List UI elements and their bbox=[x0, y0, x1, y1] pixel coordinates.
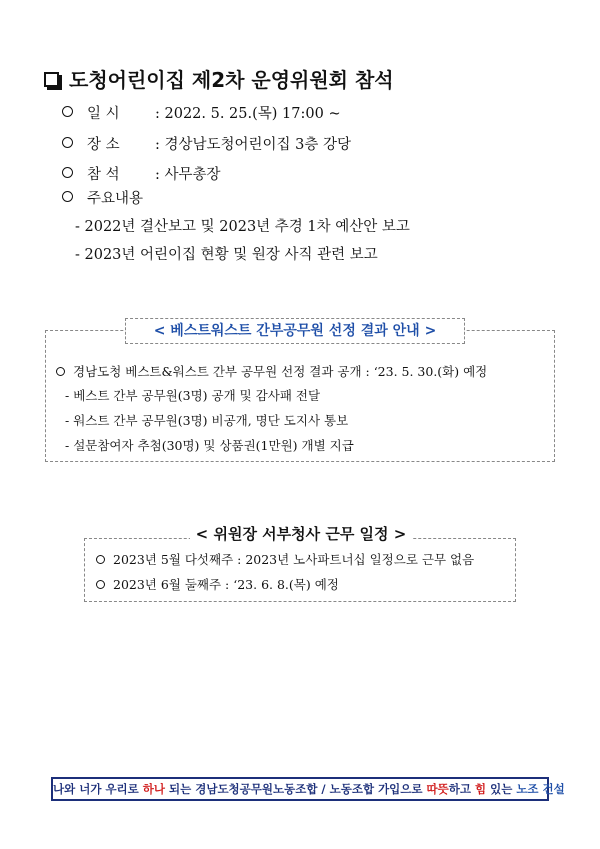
schedule-item-text: 2023년 5월 다섯째주 : 2023년 노사파트너십 일정으로 근무 없음 bbox=[113, 552, 475, 567]
detail-main-content bbox=[62, 187, 143, 208]
section-title-text: 도청어린이집 제2차 운영위원회 참석 bbox=[69, 68, 394, 92]
footer-highlight: 노조 건설 bbox=[516, 782, 565, 796]
detail-label: 장 소 bbox=[87, 137, 120, 153]
circle-bullet-icon bbox=[62, 191, 73, 202]
circle-bullet-icon bbox=[62, 106, 73, 117]
detail-value: : 경상남도청어린이집 3층 강당 bbox=[155, 137, 352, 153]
detail-label: 주요내용 bbox=[87, 191, 144, 207]
schedule-item bbox=[96, 550, 474, 568]
detail-value: : 2022. 5. 25.(목) 17:00 ~ bbox=[155, 106, 341, 122]
footer-text: 있는 bbox=[486, 782, 517, 796]
detail-attendee bbox=[62, 163, 221, 184]
circle-bullet-icon bbox=[62, 167, 73, 178]
footer-text: 하고 bbox=[448, 782, 475, 796]
circle-bullet-icon bbox=[62, 137, 73, 148]
footer-highlight: 힘 bbox=[474, 782, 487, 796]
notice-item: - 설문참여자 추첨(30명) 및 상품권(1만원) 개별 지급 bbox=[65, 438, 354, 453]
notice-main-text: 경남도청 베스트&워스트 간부 공무원 선정 결과 공개 : ‘23. 5. 30.(화) 예정 bbox=[73, 364, 488, 379]
circle-bullet-icon bbox=[56, 367, 65, 376]
footer-slogan bbox=[51, 777, 565, 801]
agenda-item: - 2023년 어린이집 현황 및 원장 사직 관련 보고 bbox=[75, 247, 378, 263]
detail-label: 참 석 bbox=[87, 167, 120, 183]
schedule-heading: < 위원장 서부청사 근무 일정 > bbox=[190, 520, 412, 548]
schedule-item-text: 2023년 6월 둘째주 : ‘23. 6. 8.(목) 예정 bbox=[113, 577, 339, 592]
footer-text: 나와 너가 우리로 bbox=[53, 782, 143, 796]
footer-highlight: 따뜻 bbox=[426, 782, 449, 796]
footer-highlight: 하나 bbox=[142, 782, 165, 796]
schedule-item bbox=[96, 575, 339, 593]
circle-bullet-icon bbox=[96, 580, 105, 589]
agenda-item: - 2022년 결산보고 및 2023년 추경 1차 예산안 보고 bbox=[75, 219, 410, 235]
footer-text: 되는 경남도청공무원노동조합 / 노동조합 가입으로 bbox=[165, 782, 427, 796]
detail-label: 일 시 bbox=[87, 106, 120, 122]
notice-main-line bbox=[56, 362, 487, 380]
circle-bullet-icon bbox=[96, 555, 105, 564]
detail-value: : 사무총장 bbox=[155, 167, 221, 183]
checkbox-icon bbox=[44, 72, 59, 87]
notice-item: - 베스트 간부 공무원(3명) 공개 및 감사패 전달 bbox=[65, 388, 321, 403]
section-title bbox=[44, 64, 394, 93]
notice-heading: < 베스트워스트 간부공무원 선정 결과 안내 > bbox=[125, 318, 465, 344]
detail-place bbox=[62, 133, 351, 154]
notice-item: - 워스트 간부 공무원(3명) 비공개, 명단 도지사 통보 bbox=[65, 413, 349, 428]
detail-date bbox=[62, 102, 341, 123]
